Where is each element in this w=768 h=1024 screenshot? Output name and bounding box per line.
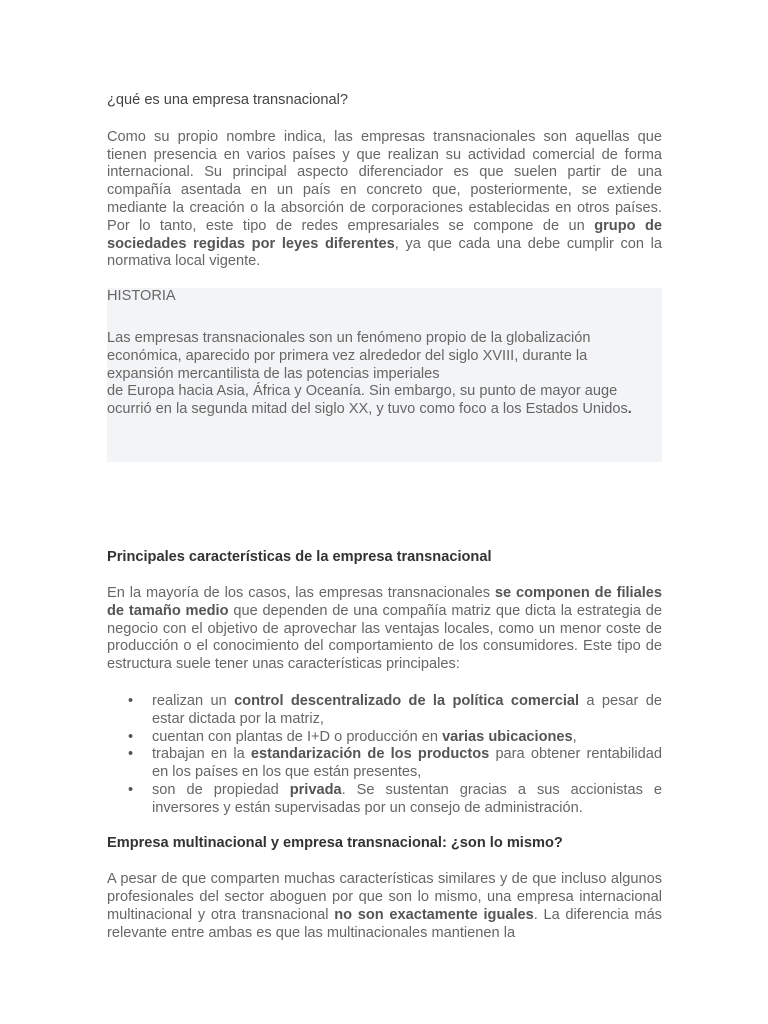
list-item-bold: control descentralizado de la política comercial (234, 692, 580, 709)
list-item-text: para obtener rentabilidad en los países en los que están presentes, (152, 746, 662, 781)
section2-heading: Empresa multinacional y empresa transnacional: ¿son lo mismo? (107, 834, 563, 851)
list-item-bold: privada (289, 781, 342, 798)
historia-box (107, 288, 662, 462)
list-item-text: . Se sustentan gracias a sus accionistas e inversores y están supervisadas por un consejo de administración. (152, 781, 662, 816)
section1-text-1: En la mayoría de los casos, las empresas transnacionales (107, 584, 495, 601)
list-item-text: realizan un (152, 692, 235, 709)
historia-paragraph (107, 330, 662, 419)
list-item-bold: estandarización de los productos (250, 746, 490, 763)
list-item-text: trabajan en la (152, 746, 251, 763)
list-item (107, 693, 662, 729)
intro-paragraph (107, 129, 662, 271)
list-item-text: a pesar de estar dictada por la matriz, (152, 692, 662, 727)
list-item-text: , (572, 728, 577, 745)
section2-text-1: A pesar de que comparten muchas características similares y de que incluso algunos profesionales del sector aboguen por que son lo mismo, una empresa internacional multinacional y otra transnacional (107, 871, 662, 923)
list-item (107, 782, 662, 818)
intro-bold-text: grupo de sociedades regidas por leyes diferentes (107, 217, 662, 252)
bullet-icon: • (128, 781, 134, 798)
list-item-bold: varias ubicaciones (442, 728, 573, 745)
historia-line-5: ocurrió en la segunda mitad del siglo XX, y tuvo como foco a los Estados Unidos (107, 401, 628, 418)
list-item (107, 746, 662, 782)
document-page (107, 92, 662, 943)
section1-paragraph (107, 585, 662, 674)
list-item-text: son de propiedad (152, 781, 290, 798)
section1-bold-text: se componen de filiales de tamaño medio (107, 584, 663, 619)
intro-text-1: Como su propio nombre indica, las empresas transnacionales son aquellas que tienen presencia en varios países y que realizan su actividad comercial de forma internacional. Su principal aspecto diferenciador es que suelen partir de una compañía asentada en un país en concreto que, posteriormente, se extiende mediante la creación o la absorción de corporaciones establecidas en otros países. Por lo tanto, este tipo de redes empresariales se compone de un (107, 128, 662, 234)
section2-text-2: . La diferencia más relevante entre ambas es que las multinacionales mantienen la (107, 906, 662, 941)
section2-bold-text: no son exactamente iguales (334, 906, 534, 923)
characteristics-list (107, 693, 662, 818)
bullet-icon: • (128, 728, 134, 745)
bullet-icon: • (128, 746, 134, 763)
historia-title: HISTORIA (107, 288, 176, 305)
section2-paragraph (107, 871, 662, 942)
section1-heading: Principales características de la empresa transnacional (107, 549, 492, 566)
historia-line-3: expansión mercantilista de las potencias imperiales (107, 365, 440, 382)
section1-text-2: que dependen de una compañía matriz que dicta la estrategia de negocio con el objetivo de aprovechar las ventajas locales, como un menor coste de producción o el conocimiento del comportamiento de los consumidores. Este tipo de estructura suele tener unas características principales: (107, 602, 662, 673)
historia-period: . (627, 401, 632, 418)
historia-line-1: Las empresas transnacionales son un fenómeno propio de la globalización (107, 329, 591, 346)
list-item-text: cuentan con plantas de I+D o producción en (152, 728, 443, 745)
list-item (107, 729, 662, 747)
question-title: ¿qué es una empresa transnacional? (107, 92, 348, 108)
intro-text-2: , ya que cada una debe cumplir con la normativa local vigente. (107, 235, 663, 270)
bullet-icon: • (128, 692, 134, 709)
historia-line-4: de Europa hacia Asia, África y Oceanía. Sin embargo, su punto de mayor auge (107, 383, 618, 400)
historia-line-2: económica, aparecido por primera vez alrededor del siglo XVIII, durante la (107, 347, 588, 364)
